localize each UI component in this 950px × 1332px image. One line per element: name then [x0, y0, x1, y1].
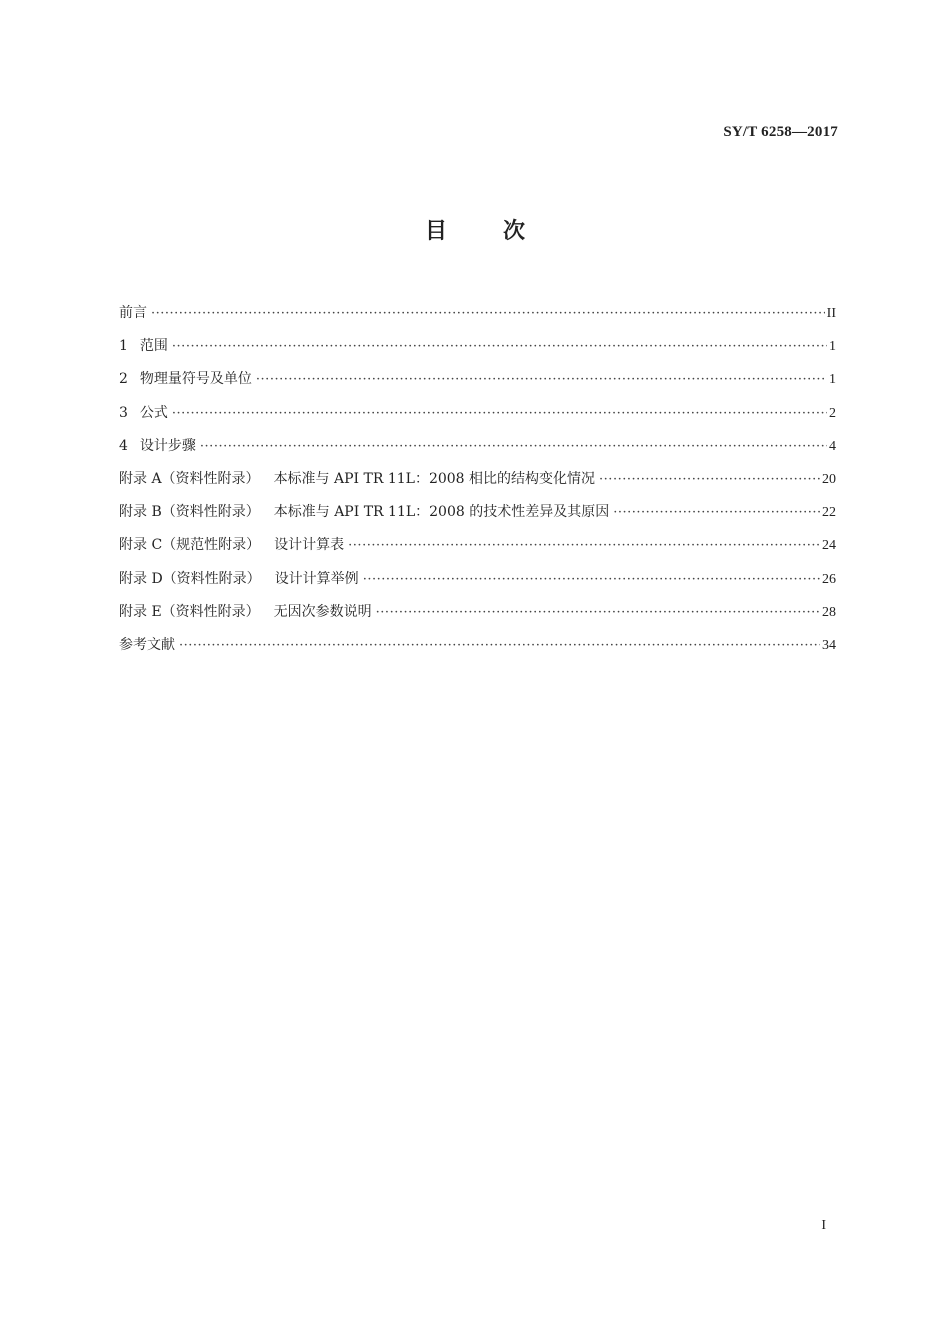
toc-entry-label: 附录 A（资料性附录） 本标准与 API TR 11L：2008 相比的结构变化情况: [119, 470, 596, 487]
toc-entry-label: 附录 E（资料性附录） 无因次参数说明: [119, 603, 372, 620]
page-title-part2: 次: [503, 219, 526, 244]
dot-leader: [179, 635, 820, 657]
toc-entry-label: 前言: [119, 305, 147, 321]
toc-entry-symbols-units[interactable]: [119, 368, 836, 401]
toc-entry-appendix-b[interactable]: [119, 501, 836, 534]
standard-code: SY/T 6258—2017: [723, 124, 838, 140]
toc-entry-label: 4 设计步骤: [119, 435, 196, 457]
toc-entry-scope[interactable]: [119, 335, 836, 368]
table-of-contents: [119, 302, 836, 667]
toc-section-number: 4: [119, 437, 128, 454]
toc-entry-appendix-e[interactable]: [119, 601, 836, 634]
dot-leader: [348, 535, 820, 557]
toc-entry-appendix-d[interactable]: [119, 568, 836, 601]
toc-entry-label: 附录 D（资料性附录） 设计计算举例: [119, 570, 359, 587]
toc-entry-subtitle: 设计计算举例: [274, 570, 359, 587]
page-title-part1: 目: [424, 219, 447, 244]
toc-entry-label: 附录 C（规范性附录） 设计计算表: [119, 537, 345, 554]
toc-page-number: 24: [822, 538, 836, 554]
toc-page-number: 4: [829, 438, 836, 454]
toc-page-number: 20: [822, 471, 836, 487]
dot-leader: [599, 469, 820, 491]
toc-page-number: 1: [829, 372, 836, 388]
toc-entry-subtitle: 本标准与 API TR 11L：2008 的技术性差异及其原因: [273, 504, 610, 521]
toc-entry-subtitle: 设计计算表: [274, 537, 345, 554]
toc-page-number: 28: [822, 604, 836, 620]
toc-entry-appendix-a[interactable]: [119, 468, 836, 501]
toc-entry-label: 参考文献: [119, 636, 175, 653]
toc-section-number: 2: [119, 371, 128, 388]
page-title: [0, 214, 950, 245]
toc-page-number: 2: [829, 405, 836, 421]
page-number: I: [821, 1218, 826, 1233]
toc-entry-references[interactable]: [119, 634, 836, 667]
dot-leader: [200, 436, 827, 458]
dot-leader: [256, 369, 827, 391]
toc-page-number: 1: [829, 339, 836, 355]
toc-entry-label: 3 公式: [119, 402, 168, 424]
dot-leader: [151, 303, 825, 325]
toc-section-number: 3: [119, 404, 128, 421]
toc-page-number: 26: [822, 571, 836, 587]
toc-entry-formulas[interactable]: [119, 402, 836, 435]
dot-leader: [172, 336, 827, 358]
toc-page-number: 22: [822, 505, 836, 521]
dot-leader: [376, 602, 820, 624]
dot-leader: [363, 569, 820, 591]
toc-entry-subtitle: 无因次参数说明: [273, 603, 372, 620]
toc-page-number: II: [826, 306, 836, 321]
toc-entry-label: 附录 B（资料性附录） 本标准与 API TR 11L：2008 的技术性差异及其原因: [119, 504, 610, 521]
toc-entry-appendix-c[interactable]: [119, 534, 836, 567]
dot-leader: [172, 403, 827, 425]
toc-page-number: 34: [822, 637, 836, 653]
toc-entry-subtitle: 本标准与 API TR 11L：2008 相比的结构变化情况: [273, 470, 596, 487]
toc-section-number: 1: [119, 338, 128, 355]
toc-entry-foreword[interactable]: [119, 302, 836, 335]
toc-entry-design-steps[interactable]: [119, 435, 836, 468]
dot-leader: [613, 502, 820, 524]
toc-entry-label: 2 物理量符号及单位: [119, 368, 252, 390]
toc-entry-label: 1 范围: [119, 335, 168, 357]
